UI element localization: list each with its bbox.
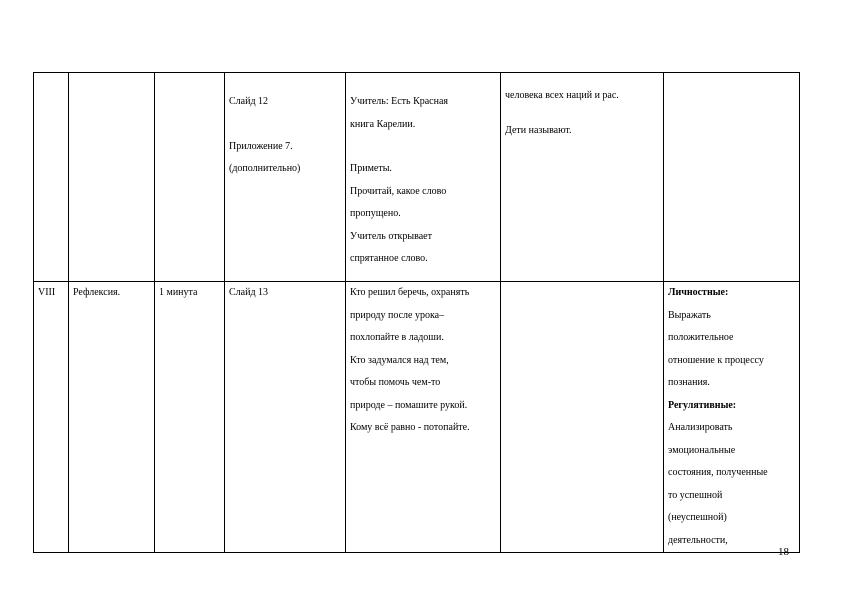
table-cell-stage xyxy=(34,282,69,553)
cell-text: Приметы. xyxy=(350,163,392,174)
cell-text: Прочитай, какое слово xyxy=(350,185,447,197)
cell-text: положительное xyxy=(668,332,734,343)
table-cell-student-activity xyxy=(501,282,664,553)
table-cell-teacher-activity xyxy=(346,73,501,282)
cell-text: Кто задумался над тем, xyxy=(350,354,449,366)
cell-text: Кому всё равно - потопайте. xyxy=(350,422,470,433)
table-cell-resources xyxy=(225,282,346,553)
cell-text: похлопайте в ладоши. xyxy=(350,332,444,343)
cell-text: Дети называют. xyxy=(505,124,572,136)
table-row xyxy=(34,282,800,553)
cell-text: природе – помашите рукой. xyxy=(350,399,468,411)
cell-text: познания. xyxy=(668,377,710,388)
table-cell-stage-name xyxy=(69,282,155,553)
table-cell-time xyxy=(155,282,225,553)
stage-time: 1 минута xyxy=(159,287,198,298)
table-cell-stage-name xyxy=(69,73,155,282)
stage-number: VIII xyxy=(38,287,56,298)
table-cell-student-activity xyxy=(501,73,664,282)
table-cell-outcomes xyxy=(664,73,800,282)
cell-text: (дополнительно) xyxy=(229,163,301,174)
cell-heading: Регулятивные: xyxy=(668,399,737,411)
cell-text: Слайд 12 xyxy=(229,96,269,107)
table-cell-outcomes xyxy=(664,282,800,553)
table-cell-resources xyxy=(225,73,346,282)
cell-heading: Личностные: xyxy=(668,287,729,298)
stage-name: Рефлексия. xyxy=(73,287,121,298)
cell-text: Кто решил беречь, охранять xyxy=(350,287,470,298)
cell-text: эмоциональные xyxy=(668,444,736,456)
cell-text: человека всех наций и рас. xyxy=(505,90,619,101)
cell-text: Выражать xyxy=(668,309,711,321)
cell-text: Слайд 13 xyxy=(229,287,269,298)
cell-text: пропущено. xyxy=(350,208,401,219)
cell-text: Учитель открывает xyxy=(350,230,432,242)
cell-text: книга Карелии. xyxy=(350,118,416,130)
cell-text: отношение к процессу xyxy=(668,354,764,366)
table-cell-teacher-activity xyxy=(346,282,501,553)
cell-text: состояния, полученные xyxy=(668,467,768,478)
cell-text: спрятанное слово. xyxy=(350,253,428,264)
cell-text: Приложение 7. xyxy=(229,140,293,152)
cell-text: чтобы помочь чем-то xyxy=(350,377,441,388)
page-number: 18 xyxy=(778,546,789,558)
cell-text: (неуспешной) xyxy=(668,512,727,523)
lesson-plan-table xyxy=(33,72,800,553)
cell-text: деятельности, xyxy=(668,534,728,546)
table-cell-time xyxy=(155,73,225,282)
cell-text: Анализировать xyxy=(668,422,733,433)
cell-text: Учитель: Есть Красная xyxy=(350,96,449,107)
cell-text: природу после урока– xyxy=(350,309,445,321)
cell-text: то успешной xyxy=(668,489,723,501)
table-cell-stage xyxy=(34,73,69,282)
table-row xyxy=(34,73,800,282)
